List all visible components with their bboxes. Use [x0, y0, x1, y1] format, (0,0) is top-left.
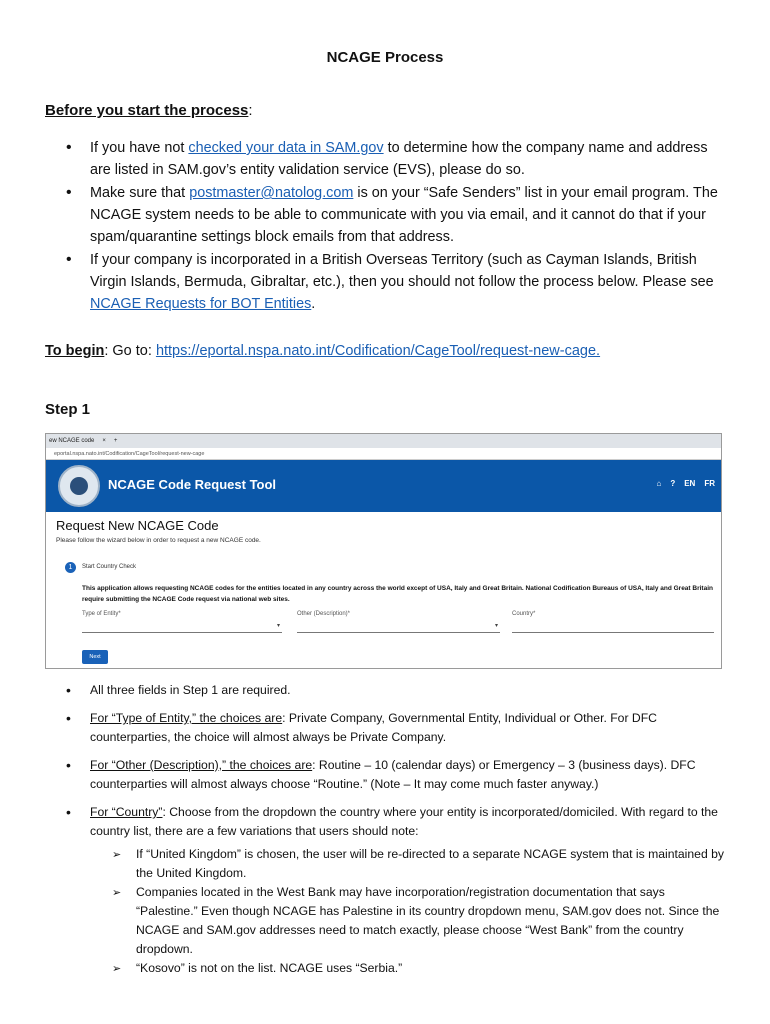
- note-lead: For “Type of Entity,” the choices are: [90, 711, 283, 725]
- country-note-kosovo: ➢ “Kosovo” is not on the list. NCAGE uses “Serbia.”: [112, 959, 724, 978]
- other-description-select: [297, 611, 500, 633]
- field-label: Other (Description)*: [297, 611, 351, 617]
- postmaster-email-link[interactable]: postmaster@natolog.com: [189, 185, 354, 201]
- before-heading-colon: :: [248, 102, 253, 119]
- before-list: [66, 137, 726, 316]
- chevron-down-icon: ▾: [276, 623, 280, 629]
- to-begin-line: [45, 343, 600, 359]
- new-tab-icon: +: [113, 438, 118, 444]
- lang-en: EN: [684, 479, 696, 488]
- app-title: NCAGE Code Request Tool: [108, 477, 277, 492]
- before-item-sam: [66, 137, 726, 181]
- next-button: Next: [82, 650, 108, 664]
- to-begin-mid: : Go to:: [104, 343, 156, 359]
- before-item-text: to determine how the company name and address are listed in SAM.gov’s entity validation service (EVS), please do so.: [90, 140, 708, 178]
- chevron-down-icon: ▾: [494, 623, 498, 629]
- step-number-badge: 1: [65, 562, 76, 573]
- note-required: • All three fields in Step 1 are required.: [66, 681, 726, 700]
- tab-close-icon: ×: [102, 438, 106, 444]
- note-body: : Routine – 10 (calendar days) or Emergency – 3 (business days). DFC counterparties will almost always choose “Routine.” (Note – It may come much faster anyway.): [90, 758, 696, 791]
- note-body: : Choose from the dropdown the country where your entity is incorporated/domiciled. With regard to the country list, there are a few variations that users should note:: [90, 805, 718, 838]
- to-begin-label: To begin: [45, 343, 105, 359]
- step-description: This application allows requesting NCAGE codes for the entities located in any country across the world except of USA, Italy and Great Britain. National Codification Bureaus of USA, Italy and Great Britain require submitting the NCAGE Code request via national web sites.: [82, 585, 713, 603]
- note-country: [66, 803, 726, 841]
- before-item-bot: [66, 249, 726, 315]
- before-item-text: If your company is incorporated in a British Overseas Territory (such as Cayman Islands, British Virgin Islands, Bermuda, Gibraltar, etc.), then you should not follow the process below. Please see: [90, 252, 714, 290]
- nato-logo-icon: [58, 465, 100, 507]
- sam-check-link[interactable]: checked your data in SAM.gov: [188, 140, 384, 156]
- field-label: Country*: [512, 611, 536, 617]
- home-icon: ⌂: [656, 479, 662, 488]
- request-heading: Request New NCAGE Code: [56, 518, 219, 533]
- note-lead: For “Other (Description),” the choices are: [90, 758, 313, 772]
- step1-heading: Step 1: [45, 401, 91, 418]
- lang-fr: FR: [704, 479, 715, 488]
- before-item-text: If you have not: [90, 140, 189, 156]
- app-header: [46, 460, 721, 512]
- document-title: NCAGE Process: [326, 49, 444, 66]
- before-item-safe-senders: [66, 182, 726, 248]
- browser-tabbar: [46, 434, 721, 448]
- before-item-text: Make sure that: [90, 185, 190, 201]
- type-of-entity-select: [82, 611, 282, 633]
- note-other-description: [66, 756, 726, 794]
- help-icon: ?: [670, 479, 676, 488]
- note-lead: For “Country”: [90, 805, 163, 819]
- note-type-of-entity: [66, 709, 726, 747]
- browser-tab: ew NCAGE code: [49, 438, 95, 444]
- country-note-west-bank: ➢ Companies located in the West Bank may have incorporation/registration documentation that says “Palestine.” Even though NCAGE has Palestine in its country dropdown menu, SAM.gov does not. Since the NCAGE and SAM.gov addresses need to match exactly, please choose “West Bank” from the country dropdown.: [112, 883, 724, 959]
- ncage-tool-screenshot: [45, 433, 722, 669]
- country-select: [512, 611, 714, 633]
- before-item-text: is on your “Safe Senders” list in your email program. The NCAGE system needs to be able to communicate with you via email, and it cannot do that if your spam/quarantine settings block emails from that address.: [90, 185, 718, 245]
- note-body: : Private Company, Governmental Entity, Individual or Other. For DFC counterparties, the choice will almost always be Private Company.: [90, 711, 657, 744]
- country-note-uk: ➢ If “United Kingdom” is chosen, the user will be re-directed to a separate NCAGE system that is maintained by the United Kingdom.: [112, 845, 724, 883]
- eportal-link[interactable]: https://eportal.nspa.nato.int/Codification/CageTool/request-new-cage.: [155, 343, 601, 359]
- step-label: Start Country Check: [82, 564, 137, 570]
- before-item-text: .: [311, 296, 316, 312]
- bot-requests-link[interactable]: NCAGE Requests for BOT Entities: [90, 296, 312, 312]
- before-heading-text: Before you start the process: [45, 102, 249, 119]
- request-subtext: Please follow the wizard below in order to request a new NCAGE code.: [56, 537, 261, 544]
- country-variations-list: [112, 845, 724, 978]
- header-icons: [656, 479, 715, 488]
- step1-notes-list: [66, 681, 726, 850]
- browser-urlbar: eportal.nspa.nato.int/Codification/CageTool/request-new-cage: [46, 448, 721, 460]
- before-heading: [45, 102, 253, 119]
- field-label: Type of Entity*: [82, 611, 121, 617]
